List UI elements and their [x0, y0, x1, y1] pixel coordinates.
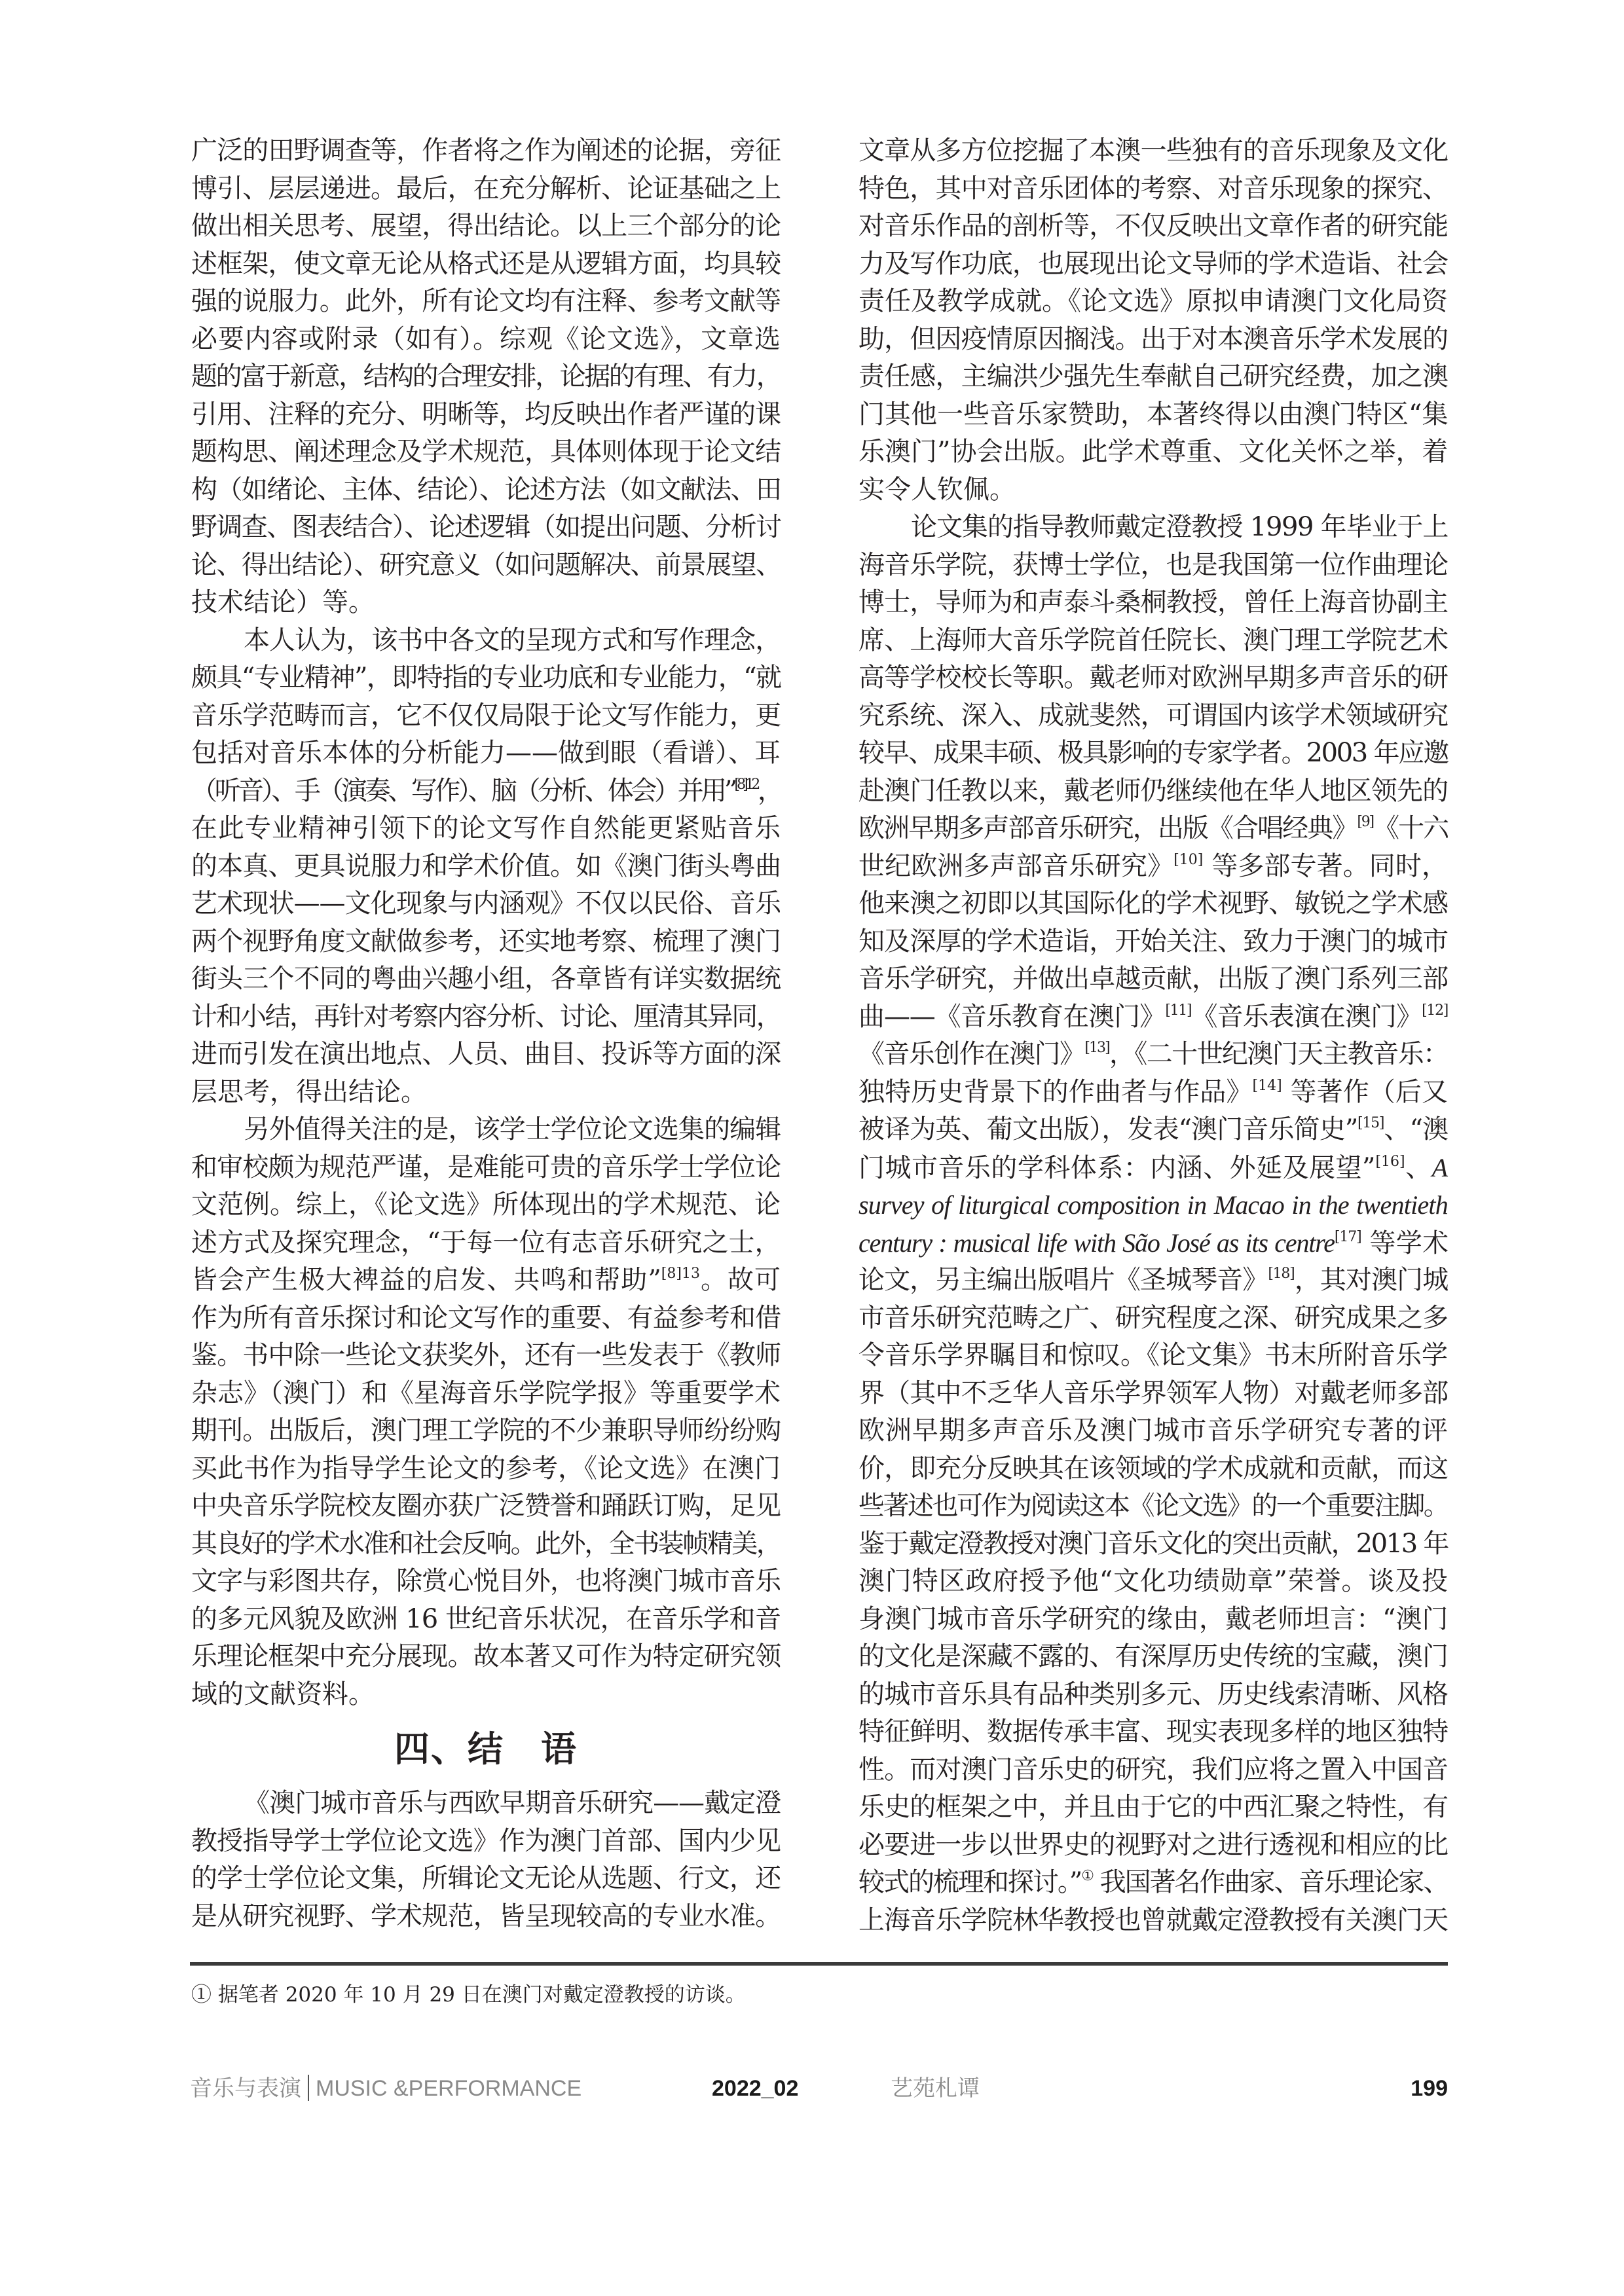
- text-line: 实令人钦佩。: [858, 474, 1016, 505]
- text-line: 强的说服力。此外，所有论文均有注释、参考文献等: [191, 286, 781, 316]
- text-line: 《澳门城市音乐与西欧早期音乐研究——戴定澄: [244, 1788, 781, 1818]
- text-line: 广泛的田野调查等，作者将之作为阐述的论据，旁征: [191, 136, 781, 166]
- text-line: 中央音乐学院校友圈亦获广泛赞誉和踊跃订购，足见: [191, 1491, 781, 1521]
- text-line: 鉴。书中除一些论文获奖外，还有一些发表于《教师: [191, 1340, 781, 1370]
- text-line: 必要内容或附录（如有）。综观《论文选》，文章选: [191, 323, 781, 354]
- text-line: 上海音乐学院林华教授也曾就戴定澄教授有关澳门天: [858, 1904, 1448, 1935]
- text-line: 题构思、阐述理念及学术规范，具体则体现于论文结: [191, 437, 781, 467]
- text-line: 些著述也可作为阅读这本《论文选》的一个重要注脚。: [858, 1491, 1448, 1521]
- text-line: 本人认为，该书中各文的呈现方式和写作理念，: [244, 625, 781, 655]
- text-run: 门城市音乐的学科体系：内涵、外延及展望”: [858, 1152, 1376, 1183]
- text-line: 论、得出结论）、研究意义（如问题解决、前景展望、: [191, 549, 781, 580]
- text-line: 层思考，得出结论。: [191, 1076, 427, 1107]
- journal-name-en: MUSIC &PERFORMANCE: [316, 2076, 582, 2101]
- text-run: 。故可: [699, 1265, 781, 1295]
- footer-journal-name: [190, 2074, 581, 2103]
- text-line: 教授指导学士学位论文选》作为澳门首部、国内少见: [191, 1825, 781, 1856]
- text-line: 杂志》（澳门）和《星海音乐学院学报》等重要学术: [191, 1377, 781, 1408]
- text-line: 较早、成果丰硕、极具影响的专家学者。2003 年应邀: [858, 738, 1448, 768]
- footer-separator: [308, 2075, 309, 2101]
- text-line: 博引、层层递进。最后，在充分解析、论证基础之上: [191, 173, 781, 204]
- text-line: 音乐学研究，并做出卓越贡献，出版了澳门系列三部: [858, 964, 1448, 994]
- paragraph: [191, 622, 781, 1112]
- section-heading: 四、结 语: [394, 1728, 578, 1770]
- right-column: [858, 132, 1448, 1939]
- text-line: 的学士学位论文集，所辑论文无论从选题、行文，还: [191, 1863, 781, 1893]
- text-line: 买此书作为指导学生论文的参考，《论文选》在澳门: [191, 1453, 781, 1484]
- italic-title: survey of liturgical composition in Macao in the twentieth: [858, 1190, 1448, 1220]
- text-run: 等著作（后又: [1282, 1076, 1449, 1107]
- text-line: [191, 1262, 781, 1300]
- text-line: 海音乐学院，获博士学位，也是我国第一位作曲理论: [858, 549, 1448, 580]
- paragraph: [191, 1111, 781, 1713]
- text-line: 做出相关思考、展望，得出结论。以上三个部分的论: [191, 211, 781, 241]
- text-line: 博士，导师为和声泰斗桑桐教授，曾任上海音协副主: [858, 587, 1448, 617]
- text-line: 计和小结，再针对考察内容分析、讨论、厘清其异同，: [191, 1001, 781, 1032]
- italic-title: century : musical life with São José as its centre: [858, 1228, 1335, 1258]
- text-line: 域的文献资料。: [191, 1679, 375, 1709]
- text-run: 等学术: [1361, 1228, 1448, 1258]
- text-run: （听音）、手（演奏、写作）、脑（分析、体会）并用”: [191, 775, 735, 806]
- text-line: 述方式及探究理念，“于每一位有志音乐研究之士，: [191, 1227, 781, 1258]
- text-line: 颇具“专业精神”，即特指的专业功底和专业能力，“就: [191, 663, 781, 693]
- text-run: ，: [757, 775, 781, 806]
- text-run: ，《二十世纪澳门天主教音乐：: [1109, 1039, 1449, 1069]
- text-run: 论文，另主编出版唱片《圣城琴音》: [858, 1265, 1268, 1295]
- text-line: 力及写作功底，也展现出论文导师的学术造诣、社会: [858, 248, 1448, 279]
- text-line: [858, 1149, 1448, 1187]
- text-run: 、: [1405, 1152, 1432, 1183]
- text-line: 鉴于戴定澄教授对澳门音乐文化的突出贡献，2013 年: [858, 1528, 1448, 1559]
- text-line: [858, 1036, 1448, 1074]
- footnote: ① 据笔者 2020 年 10 月 29 日在澳门对戴定澄教授的访谈。: [191, 1983, 746, 2007]
- citation-superscript: [10]: [1173, 851, 1204, 868]
- text-line: 街头三个不同的粤曲兴趣小组，各章皆有详实数据统: [191, 964, 781, 994]
- text-line: 音乐学范畴而言，它不仅仅局限于论文写作能力，更: [191, 700, 781, 731]
- text-line: [858, 1074, 1448, 1112]
- text-run: 曲——《音乐教育在澳门》: [858, 1001, 1166, 1032]
- text-line: 高等学校校长等职。戴老师对欧洲早期多声音乐的研: [858, 663, 1448, 693]
- text-run: 欧洲早期多声部音乐研究，出版《合唱经典》: [858, 813, 1357, 843]
- text-line: [858, 1224, 1448, 1262]
- text-run: ，其对澳门城: [1294, 1265, 1448, 1295]
- paragraph: [858, 132, 1448, 509]
- text-line: [858, 848, 1448, 886]
- text-run: 《音乐表演在澳门》: [1191, 1001, 1422, 1032]
- text-line: 责任感，主编洪少强先生奉献自己研究经费，加之澳: [858, 361, 1448, 392]
- paragraph: [191, 1785, 781, 1935]
- text-line: 的城市音乐具有品种类别多元、历史线索清晰、风格: [858, 1679, 1448, 1709]
- citation-superscript: [12]: [1422, 1002, 1448, 1019]
- text-line: 述框架，使文章无论从格式还是从逻辑方面，均具较: [191, 248, 781, 279]
- text-run: 独特历史背景下的作曲者与作品》: [858, 1076, 1253, 1107]
- text-line: 市音乐研究范畴之广、研究程度之深、研究成果之多: [858, 1302, 1448, 1333]
- text-line: 身澳门城市音乐学研究的缘由，戴老师坦言：“澳门: [858, 1603, 1449, 1634]
- journal-name-cn: 音乐与表演: [190, 2076, 301, 2101]
- citation-superscript: [8]13: [661, 1266, 700, 1282]
- text-line: 必要进一步以世界史的视野对之进行透视和相应的比: [858, 1829, 1448, 1860]
- text-run: 我国著名作曲家、音乐理论家、: [1092, 1867, 1448, 1897]
- citation-superscript: [8]12: [734, 776, 758, 793]
- text-line: 界（其中不乏华人音乐学界领军人物）对戴老师多部: [858, 1377, 1448, 1408]
- paragraph: [858, 509, 1448, 1939]
- text-line: 乐理论框架中充分展现。故本著又可作为特定研究领: [191, 1641, 781, 1671]
- text-line: 是从研究视野、学术规范，皆呈现较高的专业水准。: [191, 1901, 781, 1931]
- text-line: 技术结论）等。: [191, 587, 375, 617]
- text-line: 构（如绪论、主体、结论）、论述方法（如文献法、田: [191, 474, 781, 505]
- text-line: 的文化是深藏不露的、有深厚历史传统的宝藏，澳门: [858, 1641, 1448, 1671]
- text-line: 门其他一些音乐家赞助，本著终得以由澳门特区“集: [858, 399, 1449, 429]
- citation-superscript: [11]: [1165, 1002, 1192, 1019]
- text-line: 文字与彩图共存，除赏心悦目外，也将澳门城市音乐: [191, 1566, 781, 1596]
- text-run: 等多部专著。同时，: [1203, 850, 1449, 881]
- citation-superscript: [18]: [1268, 1266, 1295, 1282]
- text-line: 性。而对澳门音乐史的研究，我们应将之置入中国音: [858, 1754, 1448, 1785]
- text-run: 世纪欧洲多声部音乐研究》: [858, 850, 1174, 881]
- text-line: [858, 1864, 1448, 1902]
- text-line: [858, 1111, 1448, 1149]
- page-number: 199: [1411, 2076, 1448, 2101]
- left-column: [191, 132, 781, 1935]
- text-line: [191, 773, 781, 811]
- text-run: 较式的梳理和探讨。”: [858, 1867, 1081, 1897]
- text-line: 的多元风貌及欧洲 16 世纪音乐状况，在音乐学和音: [191, 1603, 781, 1634]
- text-line: 责任及教学成就。《论文选》原拟申请澳门文化局资: [858, 286, 1448, 316]
- text-line: 另外值得关注的是，该学士学位论文选集的编辑: [244, 1114, 781, 1144]
- text-line: 进而引发在演出地点、人员、曲目、投诉等方面的深: [191, 1039, 781, 1069]
- text-line: 文范例。综上，《论文选》所体现出的学术规范、论: [191, 1190, 781, 1220]
- text-line: 和审校颇为规范严谨，是难能可贵的音乐学士学位论: [191, 1152, 781, 1182]
- citation-superscript: [13]: [1084, 1040, 1109, 1056]
- text-line: 究系统、深入、成就斐然，可谓国内该学术领域研究: [858, 700, 1448, 731]
- text-line: 论文集的指导教师戴定澄教授 1999 年毕业于上: [911, 512, 1448, 542]
- text-line: 乐史的框架之中，并且由于它的中西汇聚之特性，有: [858, 1792, 1448, 1822]
- text-line: 题的富于新意，结构的合理安排，论据的有理、有力，: [191, 361, 781, 392]
- text-line: 包括对音乐本体的分析能力——做到眼（看谱）、耳: [191, 738, 781, 768]
- text-line: [858, 1262, 1448, 1300]
- text-run: 被译为英、葡文出版），发表“澳门音乐简史”: [858, 1114, 1358, 1144]
- text-line: 令音乐学界瞩目和惊叹。《论文集》书末所附音乐学: [858, 1340, 1448, 1370]
- text-run: 、“澳: [1384, 1114, 1448, 1144]
- citation-superscript: [15]: [1357, 1115, 1384, 1131]
- text-line: 赴澳门任教以来，戴老师仍继续他在华人地区领先的: [858, 775, 1448, 806]
- text-line: 乐澳门”协会出版。此学术尊重、文化关怀之举，着: [858, 437, 1449, 467]
- citation-superscript: [14]: [1252, 1077, 1282, 1094]
- text-line: [858, 1186, 1448, 1224]
- text-line: 的本真、更具说服力和学术价值。如《澳门街头粤曲: [191, 850, 781, 881]
- footnote-divider: [190, 1962, 1448, 1966]
- citation-superscript: ①: [1080, 1868, 1093, 1884]
- citation-superscript: [9]: [1357, 814, 1373, 830]
- text-line: 席、上海师大音乐学院首任院长、澳门理工学院艺术: [858, 625, 1448, 655]
- text-run: 《音乐创作在澳门》: [858, 1039, 1085, 1069]
- footer-issue: 2022_02: [712, 2076, 799, 2101]
- text-line: [858, 998, 1448, 1036]
- text-line: 价，即充分反映其在该领域的学术成就和贡献，而这: [858, 1453, 1448, 1484]
- text-run: 《十六: [1373, 813, 1448, 843]
- text-line: 期刊。出版后，澳门理工学院的不少兼职导师纷纷购: [191, 1415, 781, 1446]
- text-line: 文章从多方位挖掘了本澳一些独有的音乐现象及文化: [858, 136, 1448, 166]
- text-line: 其良好的学术水准和社会反响。此外，全书装帧精美，: [191, 1528, 781, 1559]
- citation-superscript: [16]: [1375, 1153, 1405, 1170]
- text-line: 他来澳之初即以其国际化的学术视野、敏锐之学术感: [858, 888, 1448, 919]
- text-line: 作为所有音乐探讨和论文写作的重要、有益参考和借: [191, 1302, 781, 1333]
- text-line: 特色，其中对音乐团体的考察、对音乐现象的探究、: [858, 173, 1448, 204]
- text-line: 引用、注释的充分、明晰等，均反映出作者严谨的课: [191, 399, 781, 429]
- text-line: 知及深厚的学术造诣，开始关注、致力于澳门的城市: [858, 926, 1448, 957]
- italic-title: A: [1431, 1152, 1449, 1182]
- text-line: 助，但因疫情原因搁浅。出于对本澳音乐学术发展的: [858, 323, 1448, 354]
- text-line: 澳门特区政府授予他“文化功绩勋章”荣誉。谈及投: [858, 1566, 1448, 1596]
- text-line: 野调查、图表结合）、论述逻辑（如提出问题、分析讨: [191, 512, 781, 542]
- text-line: 对音乐作品的剖析等，不仅反映出文章作者的研究能: [858, 211, 1448, 241]
- footer-section: 艺苑札谭: [891, 2076, 980, 2101]
- text-line: 两个视野角度文献做参考，还实地考察、梳理了澳门: [191, 926, 781, 957]
- text-line: 特征鲜明、数据传承丰富、现实表现多样的地区独特: [858, 1717, 1448, 1747]
- citation-superscript: [17]: [1334, 1228, 1361, 1245]
- text-line: 在此专业精神引领下的论文写作自然能更紧贴音乐: [191, 813, 781, 843]
- text-line: 艺术现状——文化现象与内涵观》不仅以民俗、音乐: [191, 888, 781, 919]
- paragraph: [191, 132, 781, 622]
- text-run: 皆会产生极大裨益的启发、共鸣和帮助”: [191, 1265, 661, 1295]
- text-line: 欧洲早期多声音乐及澳门城市音乐学研究专著的评: [858, 1415, 1448, 1446]
- text-line: [858, 810, 1448, 848]
